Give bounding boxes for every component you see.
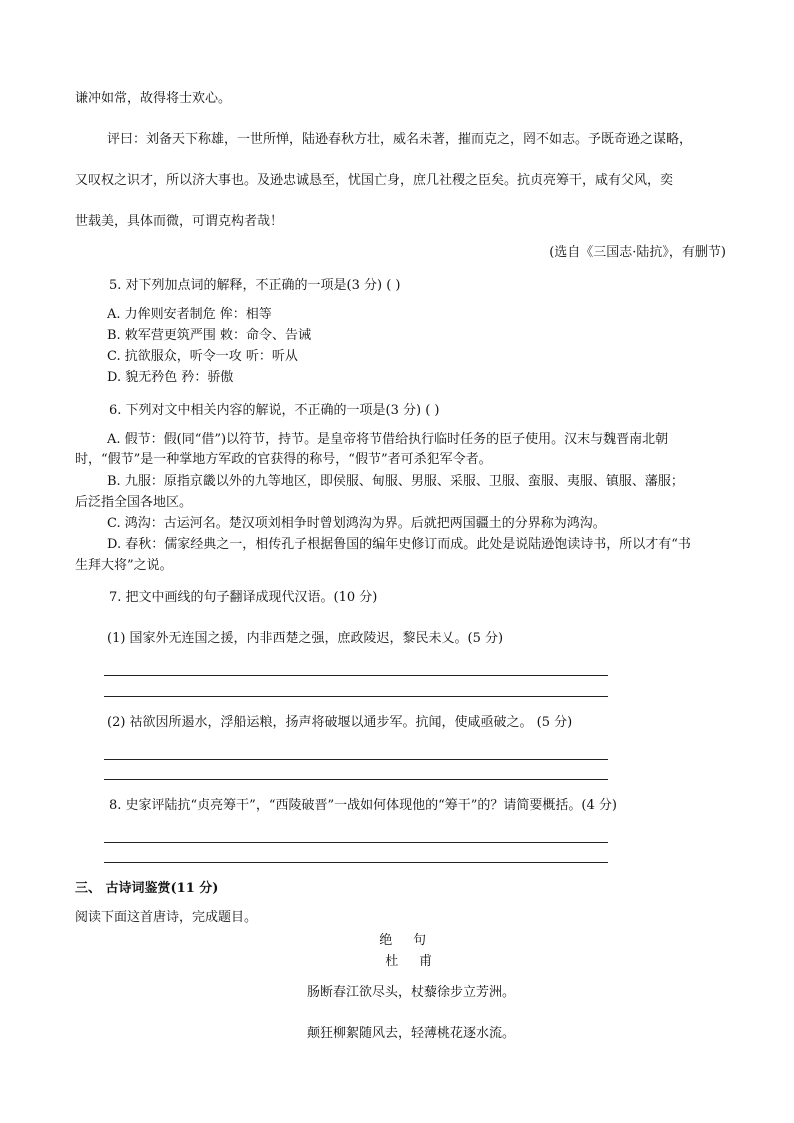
poem-author-wrap [22,955,794,968]
question-5-option-c: C. 抗欲服众，听令一攻 听：听从 [107,349,298,364]
question-6-option-d-line-2: 生拜大将”之说。 [75,558,173,573]
section-3-heading: 三、 古诗词鉴赏(11 分) [75,881,219,896]
poem-line-2: 颠狂柳絮随风去，轻薄桃花逐水流。 [306,1026,515,1041]
question-7-stem: 7. 把文中画线的句子翻译成现代汉语。(10 分) [109,590,378,605]
commentary-line-2: 又叹权之识才，所以济大事也。及逊忠诚恳至，忧国亡身，庶几社稷之臣矣。抗贞亮筹干，咸有父风，奕 [75,173,674,188]
question-5-option-b: B. 敕军营更筑严围 敕：命令、告诫 [107,328,311,343]
answer-line-q8-b[interactable] [104,862,608,863]
question-5-option-a: A. 力侔则安者制危 侔：相等 [107,307,272,322]
poem-title: 绝句 [379,933,447,948]
commentary-line-1: 评曰：刘备天下称雄，一世所惮，陆逊春秋方壮，威名未著，摧而克之，罔不如志。予既奇逊之谋略， [107,132,693,147]
question-7-sentence-2: (2) 祜欲因所遏水，浮船运粮，扬声将破堰以通步军。抗闻，使咸亟破之。 (5 分) [107,715,573,730]
question-6-stem: 6. 下列对文中相关内容的解说，不正确的一项是(3 分) ( ) [109,403,440,418]
answer-line-q7-1a[interactable] [104,675,608,676]
answer-line-q7-2a[interactable] [104,759,608,760]
commentary-line-3: 世载美，具体而微，可谓克构者哉！ [75,214,284,229]
question-6-option-a-line-1: A. 假节：假(同“借”)以符节，持节。是皇帝将节借给执行临时任务的臣子使用。汉末与魏晋南北朝 [107,432,669,447]
question-6-option-a-line-2: 时，“假节”是一种掌地方军政的官获得的称号，“假节”者可杀犯军令者。 [75,452,492,467]
answer-line-q8-a[interactable] [104,842,608,843]
poem-author: 杜甫 [385,954,453,969]
question-6-option-b-line-2: 后泛指全国各地区。 [75,495,193,510]
question-8-stem: 8. 史家评陆抗“贞亮筹干”，“西陵破晋”一战如何体现他的“筹干”的？请简要概括。(4 分) [109,798,617,813]
passage-paragraph-end: 谦冲如常，故得将士欢心。 [75,91,232,106]
question-6-option-d-line-1: D. 春秋：儒家经典之一，相传孔子根据鲁国的编年史修订而成。此处是说陆逊饱读诗书，所以才有“书 [107,537,691,552]
answer-line-q7-2b[interactable] [104,779,608,780]
passage-source: (选自《三国志·陆抗》，有删节) [549,245,726,260]
question-5-stem: 5. 对下列加点词的解释，不正确的一项是(3 分) ( ) [109,278,401,293]
answer-line-q7-1b[interactable] [104,696,608,697]
section-3-intro: 阅读下面这首唐诗，完成题目。 [75,910,258,925]
question-6-option-b-line-1: B. 九服：原指京畿以外的九等地区，即侯服、甸服、男服、采服、卫服、蛮服、夷服、镇服、藩服； [107,474,684,489]
poem-title-wrap [16,934,794,947]
question-5-option-d: D. 貌无矜色 矜：骄傲 [107,370,234,385]
poem-line-1: 肠断春江欲尽头，杖藜徐步立芳洲。 [306,985,515,1000]
question-6-option-c: C. 鸿沟：古运河名。楚汉项刘相争时曾划鸿沟为界。后就把两国疆土的分界称为鸿沟。 [107,516,606,531]
question-7-sentence-1: (1) 国家外无连国之援，内非西楚之强，庶政陵迟，黎民未乂。(5 分) [107,631,504,646]
